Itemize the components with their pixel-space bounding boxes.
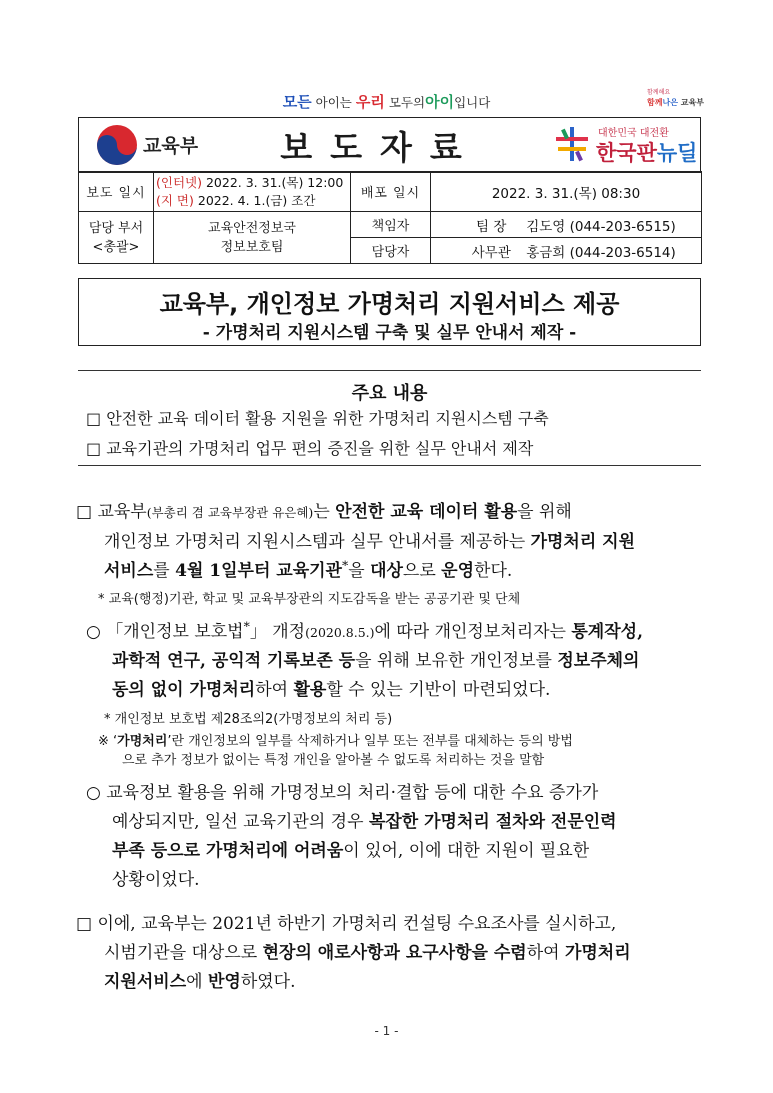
- p1-line-2: 개인정보 가명처리 지원시스템과 실무 안내서를 제공하는 가명처리 지원: [104, 532, 636, 552]
- p3-line-4: 상황이었다.: [112, 870, 200, 890]
- contact-role: 담당자: [351, 238, 431, 264]
- release-label: 보도 일시: [79, 172, 154, 212]
- summary-top-divider: [78, 370, 701, 371]
- p1-line-3: 서비스를 4월 1일부터 교육기관*을 대상으로 운영한다.: [104, 557, 513, 581]
- p2-footnote-2: ※ ‘가명처리’란 개인정보의 일부를 삭제하거나 일부 또는 전부를 대체하는 등의 방법: [98, 734, 573, 749]
- p1-footnote: * 교육(행정)기관, 학교 및 교육부장관의 지도감독을 받는 공공기관 및 단체: [98, 592, 521, 607]
- release-times: (인터넷) 2022. 3. 31.(목) 12:00 (지 면) 2022. 4. 1.(금) 조간: [154, 172, 351, 212]
- page-title: 보도자료: [280, 128, 480, 167]
- summary-item: □ 안전한 교육 데이터 활용 지원을 위한 가명처리 지원시스템 구축: [86, 409, 549, 428]
- p3-line-2: 예상되지만, 일선 교육기관의 경우 복잡한 가명처리 절차와 전문인력: [112, 812, 617, 832]
- p2-line-1: ○ 「개인정보 보호법*」 개정(2020.8.5.)에 따라 개인정보처리자는 통계작성,: [86, 618, 643, 642]
- p2-footnote-3: 으로 추가 정보가 없이는 특정 개인을 알아볼 수 없도록 처리하는 것을 말함: [122, 753, 545, 768]
- partner-slogan: 대한민국 대전환: [598, 128, 669, 139]
- campaign-sticker: 함께해요 함께나은 교육부: [647, 89, 704, 107]
- summary-bottom-divider: [78, 465, 701, 466]
- slogan: 모든 아이는 우리 모두의아이입니다: [282, 93, 491, 111]
- p2-footnote-1: * 개인정보 보호법 제28조의2(가명정보의 처리 등): [104, 712, 393, 727]
- p4-line-3: 지원서비스에 반영하였다.: [104, 972, 296, 992]
- summary-item: □ 교육기관의 가명처리 업무 편의 증진을 위한 실무 안내서 제작: [86, 439, 534, 458]
- partner-name: 한국판뉴딜: [596, 141, 698, 165]
- contact-role: 책임자: [351, 212, 431, 238]
- p4-line-1: □ 이에, 교육부는 2021년 하반기 가명처리 컨설팅 수요조사를 실시하고,: [76, 914, 617, 934]
- p1-line-1: □ 교육부(부총리 겸 교육부장관 유은혜)는 안전한 교육 데이터 활용을 위해: [76, 502, 572, 522]
- release-info-table: [78, 171, 702, 264]
- p3-line-1: ○ 교육정보 활용을 위해 가명정보의 처리·결합 등에 대한 수요 증가가: [86, 783, 599, 803]
- release-row: [79, 172, 702, 212]
- contact-row-1: [79, 212, 702, 238]
- dept-name: 교육안전정보국 정보보호팀: [154, 212, 351, 264]
- korean-new-deal-logo-icon: [554, 125, 590, 163]
- contact-person: 팀 장 김도영 (044-203-6515): [431, 212, 702, 238]
- distribution-label: 배포 일시: [351, 172, 431, 212]
- ministry-name: 교육부: [143, 135, 199, 157]
- p3-line-3: 부족 등으로 가명처리에 어려움이 있어, 이에 대한 지원이 필요한: [112, 841, 590, 861]
- dept-label: 담당 부서 <총괄>: [79, 212, 154, 264]
- headline-title: 교육부, 개인정보 가명처리 지원서비스 제공: [159, 290, 620, 318]
- distribution-time: 2022. 3. 31.(목) 08:30: [431, 172, 702, 212]
- p2-line-2: 과학적 연구, 공익적 기록보존 등을 위해 보유한 개인정보를 정보주체의: [112, 651, 640, 671]
- p2-line-3: 동의 없이 가명처리하여 활용할 수 있는 기반이 마련되었다.: [112, 680, 551, 700]
- page-number: - 1 -: [374, 1024, 399, 1038]
- headline-subtitle: - 가명처리 지원시스템 구축 및 실무 안내서 제작 -: [202, 323, 577, 343]
- contact-person: 사무관 홍금희 (044-203-6514): [431, 238, 702, 264]
- taegeuk-logo-icon: [95, 123, 139, 167]
- summary-title: 주요 내용: [351, 383, 428, 404]
- p4-line-2: 시범기관을 대상으로 현장의 애로사항과 요구사항을 수렴하여 가명처리: [104, 943, 631, 963]
